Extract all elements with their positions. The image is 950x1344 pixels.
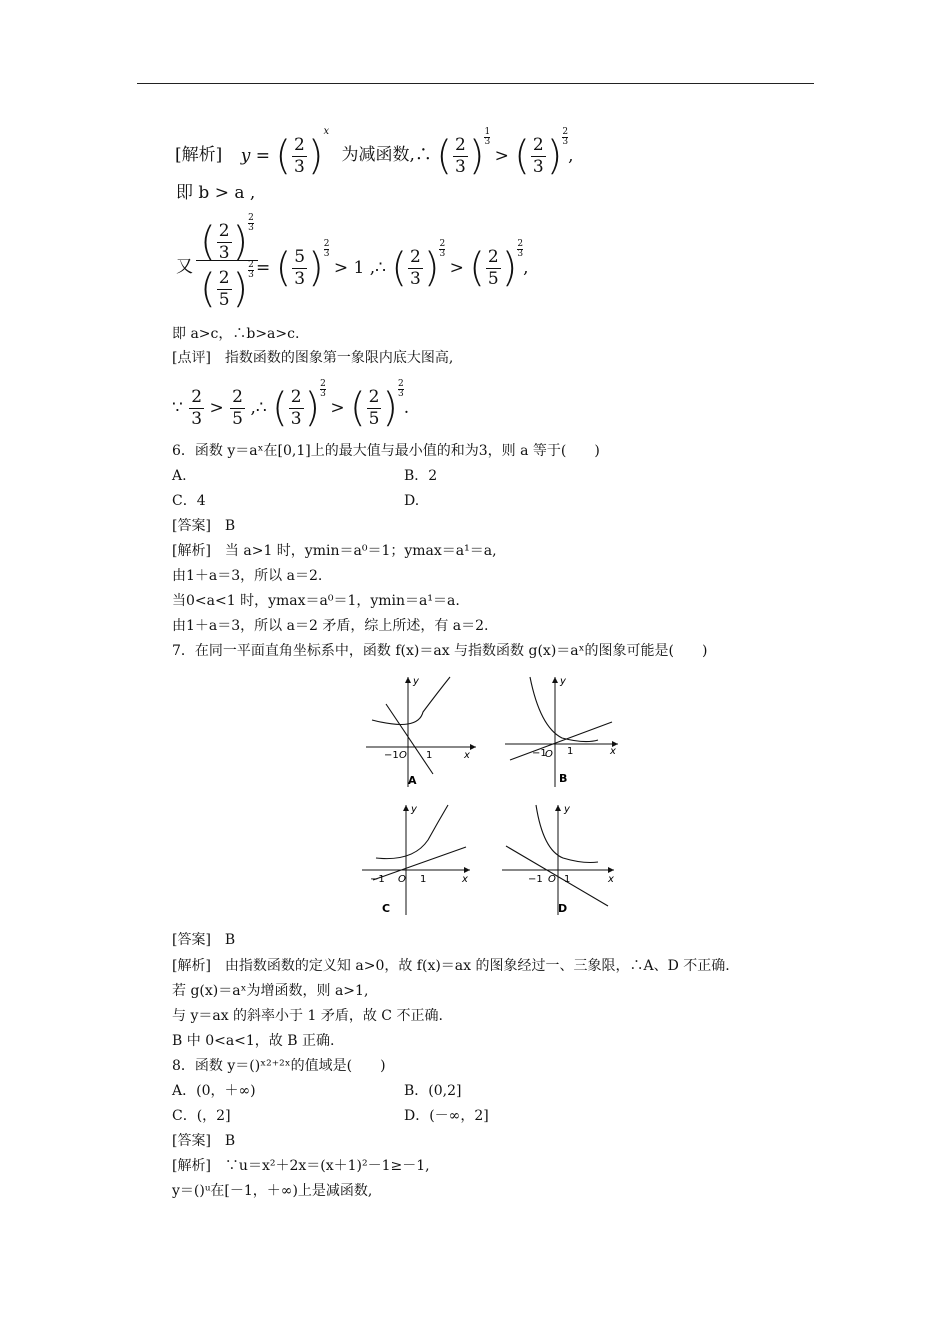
q6-answer: [答案] B [172, 518, 236, 534]
q6-solution-2: 由1＋a＝3，所以 a＝2. [172, 568, 323, 584]
comment-math: ∵ $\frac{2}{3}$ > $\frac{2}{5}$ ,∴ ( $\frac{2}{3}$ ) $\frac{2}{3}$ > ( $\frac{2}{5}$ ) $\frac{2}{3}$ . [172, 379, 410, 431]
graph-c-caption: C [382, 902, 391, 915]
q6-solution-4: 由1＋a＝3，所以 a＝2 矛盾，综上所述，有 a＝2. [172, 618, 489, 634]
graph-a-tick-1: 1 [426, 750, 433, 761]
graph-d-x-label: x [608, 874, 614, 885]
graph-a-y-label: y [413, 676, 419, 687]
graph-b-origin: O [545, 749, 553, 760]
q8-answer: [答案] B [172, 1133, 236, 1149]
q8-solution-2: y＝()ᵘ在[－1，＋∞)上是减函数, [172, 1183, 373, 1199]
header-rule [137, 83, 814, 84]
q8-stem: 8．函数 y＝()ˣ²⁺²ˣ的值域是( ) [172, 1058, 386, 1074]
solution-line-2: 即 b > a , [176, 183, 256, 203]
document-page: [解析] y = ( $\frac{2}{3}$ )$^x$ 为减函数,∴ ( $\frac{2}{3}$ ) $\frac{1}{3}$ > ( $\frac{2}{3}$ ) $\frac{2}{3}$ , 即 b > a , 又 ( $\frac{2}{3}$ ) $\frac{2}{3}$ ( $\frac{2}{5}$ ) $\frac{2}{3}$ = ( $\frac{5}{3}$ ) $\frac{2}{3}$ > 1 ,∴ ( $\frac{2}{3}$ ) $\frac{2}{3}$ > ( $\frac{2}{5}$ ) $\frac{2}{3}$ , 即 a>c，∴b>a>c. [点评] 指数函数的图象第一象限内底大图高, ∵ $\frac{2}{3}$ > $\frac{2}{5}$ ,∴ ( $\frac{2}{3}$ ) $\frac{2}{3}$ > ( $\frac{2}{5}$ ) $\frac{2}{3}$ . 6．函数 y＝aˣ在[0,1]上的最大值与最小值的和为3，则 a 等于( ) A. B．2 C．4 D. [答案] B [解析] 当 a>1 时，ymin＝a⁰＝1；ymax＝a¹＝a, 由1＋a＝3，所以 a＝2. 当0<a<1 时，ymax＝a⁰＝1，ymin＝a¹＝a. 由1＋a＝3，所以 a＝2 矛盾，综上所述，有 a＝2. 7．在同一平面直角坐标系中，函数 f(x)＝ax 与指数函数 g(x)＝aˣ的图象可能是( ) −1 O 1 x y A −1 O 1 x y B −1 O 1 x y C −1 O 1 x y D [答案] B [解析] 由指数函数的定义知 a>0，故 f(x)＝ax 的图象经过一、三象限，∴A、D 不正确. 若 g(x)＝aˣ为增函数，则 a>1, 与 y＝ax 的斜率小于 1 矛盾，故 C 不正确. B 中 0<a<1，故 B 正确. 8．函数 y＝()ˣ²⁺²ˣ的值域是( ) A．(0，＋∞) B．(0,2] C．(，2] D．(－∞，2] [答案] B [解析] ∵u＝x²＋2x＝(x＋1)²－1≥－1, y＝()ᵘ在[－1，＋∞)上是减函数, [0, 0, 950, 1344]
graph-b-tick-1: 1 [567, 746, 574, 757]
graph-c-tick-neg1: −1 [370, 874, 385, 885]
graph-d-tick-neg1: −1 [528, 874, 543, 885]
q8-option-b: B．(0,2] [404, 1083, 462, 1099]
graph-c-tick-1: 1 [420, 874, 427, 885]
q8-solution-1: [解析] ∵u＝x²＋2x＝(x＋1)²－1≥－1, [172, 1158, 430, 1174]
graph-c [358, 800, 483, 918]
graph-c-origin: O [398, 874, 406, 885]
q7-solution-4: B 中 0<a<1，故 B 正确. [172, 1033, 335, 1049]
solution-line-1: [解析] y = ( $\frac{2}{3}$ )$^x$ 为减函数,∴ ( $\frac{2}{3}$ ) $\frac{1}{3}$ > ( $\frac{2}{3}$ ) $\frac{2}{3}$ , [175, 126, 574, 179]
graph-a-tick-neg1: −1 [384, 750, 399, 761]
graph-c-y-label: y [411, 804, 417, 815]
graph-a-x-label: x [464, 750, 470, 761]
graph-a-origin: O [399, 750, 407, 761]
graph-d-y-label: y [564, 804, 570, 815]
q7-stem: 7．在同一平面直角坐标系中，函数 f(x)＝ax 与指数函数 g(x)＝aˣ的图象可能是( ) [172, 643, 708, 659]
q8-option-d: D．(－∞，2] [404, 1108, 489, 1124]
graph-b-tick-neg1: −1 [532, 748, 547, 759]
q7-solution-3: 与 y＝ax 的斜率小于 1 矛盾，故 C 不正确. [172, 1008, 443, 1024]
q6-option-d: D. [404, 493, 420, 509]
graph-a-caption: A [408, 774, 417, 787]
graph-b [500, 672, 625, 792]
graph-b-y-label: y [560, 676, 566, 687]
graph-d-tick-1: 1 [564, 874, 571, 885]
solution-tag: [解析] [175, 145, 223, 165]
comment-line: [点评] 指数函数的图象第一象限内底大图高, [172, 350, 454, 366]
graph-d-origin: O [548, 874, 556, 885]
q7-solution-1: [解析] 由指数函数的定义知 a>0，故 f(x)＝ax 的图象经过一、三象限，∴A、D 不正确. [172, 958, 730, 974]
graph-b-caption: B [559, 772, 568, 785]
graph-d-caption: D [558, 902, 568, 915]
q6-option-a: A. [172, 468, 187, 484]
q7-answer: [答案] B [172, 932, 236, 948]
solution-text-decreasing: 为减函数,∴ [341, 145, 432, 165]
q6-option-b: B．2 [404, 468, 438, 484]
q6-option-c: C．4 [172, 493, 206, 509]
solution-line-4: 即 a>c，∴b>a>c. [172, 326, 300, 342]
graph-c-x-label: x [462, 874, 468, 885]
q8-option-a: A．(0，＋∞) [172, 1083, 256, 1099]
solution-text-also: 又 [176, 257, 193, 277]
q8-option-c: C．(，2] [172, 1108, 231, 1124]
q6-solution-3: 当0<a<1 时，ymax＝a⁰＝1，ymin＝a¹＝a. [172, 593, 460, 609]
graph-b-x-label: x [610, 746, 616, 757]
graph-d [498, 800, 623, 918]
graph-a [358, 672, 483, 792]
q6-stem: 6．函数 y＝aˣ在[0,1]上的最大值与最小值的和为3，则 a 等于( ) [172, 443, 600, 459]
q7-solution-2: 若 g(x)＝aˣ为增函数，则 a>1, [172, 983, 369, 999]
q6-solution-1: [解析] 当 a>1 时，ymin＝a⁰＝1；ymax＝a¹＝a, [172, 543, 497, 559]
